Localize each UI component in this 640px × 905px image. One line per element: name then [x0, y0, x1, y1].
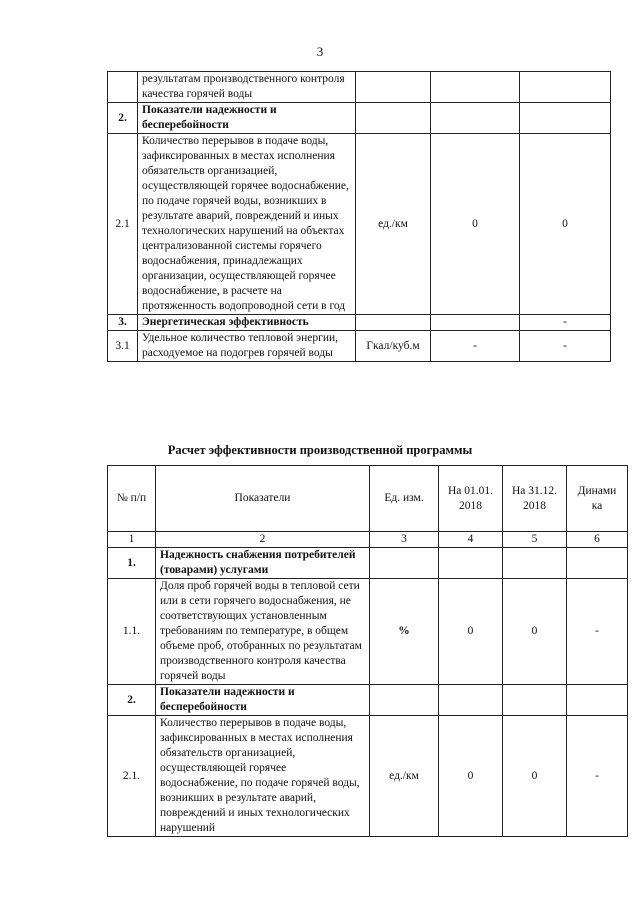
unit-cell: Гкал/куб.м [356, 331, 431, 362]
unit-cell: % [370, 579, 439, 685]
indicator-name: Доля проб горячей воды в тепловой сети или в сети горячего водоснабжения, не соответствующих установленным требованиям по температуре, в общем объеме проб, отобранных по результатам производственного контроля качества горячей воды [156, 579, 370, 685]
table-row [108, 548, 628, 579]
row-number: 2.1. [108, 716, 156, 837]
row-number: 1.1. [108, 579, 156, 685]
value-cell [567, 685, 628, 716]
row-number [108, 72, 138, 103]
efficiency-indicators-table-continued [107, 71, 611, 362]
unit-cell [356, 315, 431, 331]
section-number: 2. [108, 685, 156, 716]
table-row [108, 103, 611, 134]
row-number: 2.1 [108, 134, 138, 315]
value-cell: - [520, 331, 611, 362]
unit-cell: ед./км [356, 134, 431, 315]
value-cell [431, 103, 520, 134]
value-cell [503, 685, 567, 716]
unit-cell [356, 72, 431, 103]
value-cell: 0 [439, 716, 503, 837]
indicator-name: Количество перерывов в подаче воды, зафиксированных в местах исполнения обязательств организацией, осуществляющей горячее водоснабжение, по подаче горячей воды, возникших в результате аварий, повреждений и иных технологических нарушений [156, 716, 370, 837]
value-cell [431, 72, 520, 103]
unit-cell [370, 685, 439, 716]
table-row [108, 685, 628, 716]
column-number: 5 [503, 532, 567, 548]
value-cell [439, 548, 503, 579]
value-cell [439, 685, 503, 716]
page-number: 3 [316, 44, 324, 59]
program-efficiency-table [107, 465, 628, 837]
table-row [108, 134, 611, 315]
value-cell [503, 548, 567, 579]
table-row [108, 72, 611, 103]
header-indicators: Показатели [156, 466, 370, 532]
value-cell [520, 103, 611, 134]
section-heading: Надежность снабжения потребителей (товарами) услугами [156, 548, 370, 579]
value-cell: - [567, 579, 628, 685]
unit-cell [370, 548, 439, 579]
section-heading: Энергетическая эффективность [138, 315, 356, 331]
section-heading: Показатели надежности и бесперебойности [156, 685, 370, 716]
value-cell: - [431, 331, 520, 362]
section-title: Расчет эффективности производственной программы [167, 443, 473, 457]
table-row [108, 716, 628, 837]
value-cell: 0 [503, 716, 567, 837]
column-number: 6 [567, 532, 628, 548]
value-cell [520, 72, 611, 103]
unit-cell: ед./км [370, 716, 439, 837]
header-unit: Ед. изм. [370, 466, 439, 532]
column-number: 1 [108, 532, 156, 548]
value-cell: 0 [503, 579, 567, 685]
column-number: 4 [439, 532, 503, 548]
indicator-name: Удельное количество тепловой энергии, расходуемое на подогрев горячей воды [138, 331, 356, 362]
column-number-row [108, 532, 628, 548]
value-cell [567, 548, 628, 579]
header-number: № п/п [108, 466, 156, 532]
indicator-name: Количество перерывов в подаче воды, зафиксированных в местах исполнения обязательств организацией, осуществляющей горячее водоснабжение, по подаче горячей воды, возникших в результате аварий, повреждений и иных технологических нарушений на объектах централизованной системы горячего водоснабжения, принадлежащих организации, осуществляющей горячее водоснабжение, в расчете на протяженность водопроводной сети в год [138, 134, 356, 315]
value-cell: - [567, 716, 628, 837]
section-heading: Показатели надежности и бесперебойности [138, 103, 356, 134]
value-cell: 0 [520, 134, 611, 315]
table-row [108, 579, 628, 685]
header-date-start: На 01.01. 2018 [439, 466, 503, 532]
header-dynamics: Динами ка [567, 466, 628, 532]
value-cell: 0 [431, 134, 520, 315]
value-cell: 0 [439, 579, 503, 685]
section-number: 1. [108, 548, 156, 579]
header-row [108, 466, 628, 532]
value-cell [431, 315, 520, 331]
value-cell: - [520, 315, 611, 331]
column-number: 3 [370, 532, 439, 548]
table-row [108, 331, 611, 362]
section-number: 2. [108, 103, 138, 134]
table-row [108, 315, 611, 331]
section-number: 3. [108, 315, 138, 331]
column-number: 2 [156, 532, 370, 548]
row-number: 3.1 [108, 331, 138, 362]
indicator-name: результатам производственного контроля качества горячей воды [138, 72, 356, 103]
header-date-end: На 31.12. 2018 [503, 466, 567, 532]
unit-cell [356, 103, 431, 134]
